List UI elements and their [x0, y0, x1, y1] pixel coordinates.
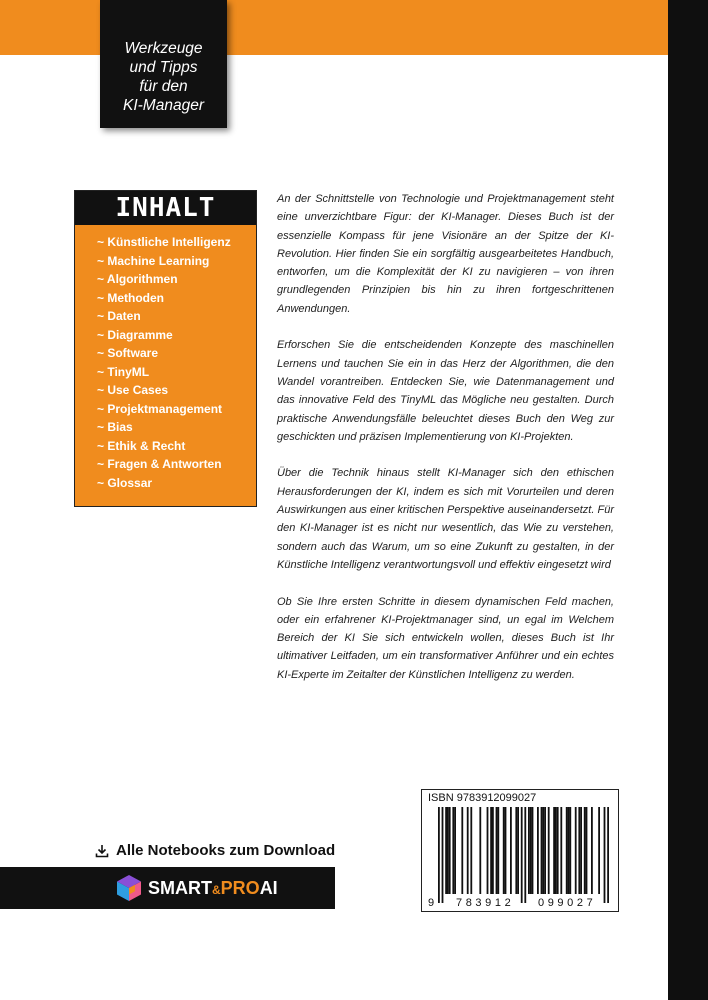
barcode-digits-right: 099027	[538, 897, 597, 909]
barcode-bar	[532, 807, 534, 894]
contents-box	[74, 190, 257, 507]
barcode-bar	[515, 807, 517, 894]
barcode-bar	[578, 807, 580, 894]
barcode-bar	[524, 807, 526, 903]
brand-pro: PRO	[220, 877, 260, 898]
tagline-line: für den	[139, 78, 188, 95]
barcode-bar	[607, 807, 609, 903]
spine-strip	[668, 0, 708, 1000]
contents-item: ~ Methoden	[97, 290, 165, 305]
cube-logo-icon	[116, 874, 142, 902]
barcode-bar	[492, 807, 494, 894]
barcode-bar	[445, 807, 447, 894]
barcode-bar	[490, 807, 492, 894]
barcode-bar	[530, 807, 532, 894]
publisher-brand-bar	[0, 867, 335, 909]
barcode-bar	[461, 807, 463, 894]
brand-amp: &	[212, 882, 221, 897]
description-paragraph: An der Schnittstelle von Technologie und Projektmanagement steht eine unverzichtbare Figur: der KI-Manager. Dieses Buch ist der essenzielle Kompass für jene Visionäre an der Spitze der KI-Revolution. Hier finden Sie ein sorgfältig ausgearbeitetes Handbuch, entworfen, um die Komplexität der KI zu navigieren – von ihren grundlegenden Prinzipien bis hin zu ihren fortgeschrittenen Anwendungen.	[277, 193, 614, 315]
barcode-bar	[487, 807, 489, 894]
contents-item: ~ Software	[97, 346, 159, 360]
publisher-name	[148, 878, 278, 899]
barcode-bar	[442, 807, 444, 903]
contents-heading: INHALT	[75, 191, 256, 225]
tagline-line: und Tipps	[129, 59, 198, 76]
barcode-bar	[580, 807, 582, 894]
contents-item: ~ Projektmanagement	[97, 401, 223, 416]
barcode-bar	[575, 807, 577, 894]
contents-item: ~ TinyML	[97, 364, 150, 379]
barcode-bar	[452, 807, 454, 894]
barcode-bar	[598, 807, 600, 894]
barcode-bar	[496, 807, 498, 894]
barcode-bar	[544, 807, 546, 894]
description-paragraph: Erforschen Sie die entscheidenden Konzepte des maschinellen Lernens und tauchen Sie ein in das Herz der Algorithmen, die den Wandel vorantreiben. Entdecken Sie, wie Datenmanagement und das innovative Feld des TinyML das Mögliche neu gestalten. Durch praktische Anwendungsfälle beleuchtet dieses Buch den Weg zur geschickten und präzisen Implementierung von KI-Projekten.	[277, 339, 614, 443]
brand-smart: SMART	[148, 877, 212, 898]
brand-ai: AI	[259, 877, 278, 898]
contents-item: ~ Diagramme	[97, 327, 173, 342]
barcode-bar	[548, 807, 550, 894]
barcode-bar	[541, 807, 543, 894]
download-icon	[95, 844, 109, 858]
description-paragraph: Ob Sie Ihre ersten Schritte in diesem dynamischen Feld machen, oder ein erfahrener KI-Projektmanager sind, un egal im Welchem Bereich der KI Sie sich entwickeln wollen, dieses Buch ist Ihr ultimativer Leitfaden, um ein transformativer Anführer und ein echtes KI-Experte im Zeitalter der Künstlichen Intelligenz zu werden.	[277, 595, 614, 681]
contents-item: ~ Use Cases	[97, 383, 169, 397]
barcode-digits-left: 783912	[456, 897, 515, 909]
barcode-bar	[528, 807, 530, 894]
tagline-line: Werkzeuge	[124, 40, 203, 57]
barcode-bars	[422, 790, 618, 911]
barcode-bar	[521, 807, 523, 903]
barcode-bar	[467, 807, 469, 894]
contents-item: ~ Bias	[97, 420, 133, 434]
contents-item: ~ Machine Learning	[97, 253, 210, 268]
barcode-bar	[584, 807, 586, 894]
contents-item: ~ Fragen & Antworten	[97, 457, 222, 471]
barcode-bar	[555, 807, 557, 894]
contents-item: ~ Algorithmen	[97, 272, 178, 286]
description-paragraph: Über die Technik hinaus stellt KI-Manager sich den ethischen Herausforderungen der KI, indem es sich mit Vorurteilen und deren Auswirkungen aus einer kritischen Perspektive auseinandersetzt. Für den KI-Manager ist es nicht nur wesentlich, das Wie zu verstehen, sondern auch das Warum, um so eine Zukunft zu gestalten, in der Künstliche Intelligenz verantwortungsvoll und effektiv eingesetzt wird	[277, 467, 614, 571]
isbn-label: ISBN 9783912099027	[428, 792, 537, 804]
contents-item: ~ Ethik & Recht	[97, 438, 186, 453]
tagline-line: KI-Manager	[123, 97, 204, 114]
barcode-bar	[560, 807, 562, 894]
barcode-bar	[542, 807, 544, 894]
contents-item: ~ Daten	[97, 309, 141, 323]
contents-item: ~ Künstliche Intelligenz	[97, 235, 231, 249]
description-text	[277, 190, 614, 702]
barcode-bar	[586, 807, 588, 894]
download-link[interactable]	[95, 842, 335, 859]
download-label: Alle Notebooks zum Download	[116, 842, 336, 859]
barcode-bar	[479, 807, 481, 894]
contents-item: ~ Glossar	[97, 475, 153, 490]
barcode-bar	[517, 807, 519, 894]
contents-list	[75, 225, 256, 492]
barcode-bar	[557, 807, 559, 894]
barcode-bar	[566, 807, 568, 894]
barcode-bar	[503, 807, 505, 894]
barcode-bar	[537, 807, 539, 894]
barcode-bar	[454, 807, 456, 894]
barcode-bar	[591, 807, 593, 894]
barcode-bar	[497, 807, 499, 894]
barcode-bar	[449, 807, 451, 894]
isbn-barcode	[421, 789, 619, 912]
barcode-bar	[510, 807, 512, 894]
barcode-bar	[438, 807, 440, 903]
barcode-bar	[470, 807, 472, 894]
barcode-bar	[604, 807, 606, 903]
barcode-bar	[505, 807, 507, 894]
barcode-bar	[447, 807, 449, 894]
barcode-bar	[553, 807, 555, 894]
barcode-bar	[569, 807, 571, 894]
barcode-bar	[568, 807, 570, 894]
tagline-box	[100, 0, 227, 128]
barcode-digit-first: 9	[428, 897, 435, 909]
